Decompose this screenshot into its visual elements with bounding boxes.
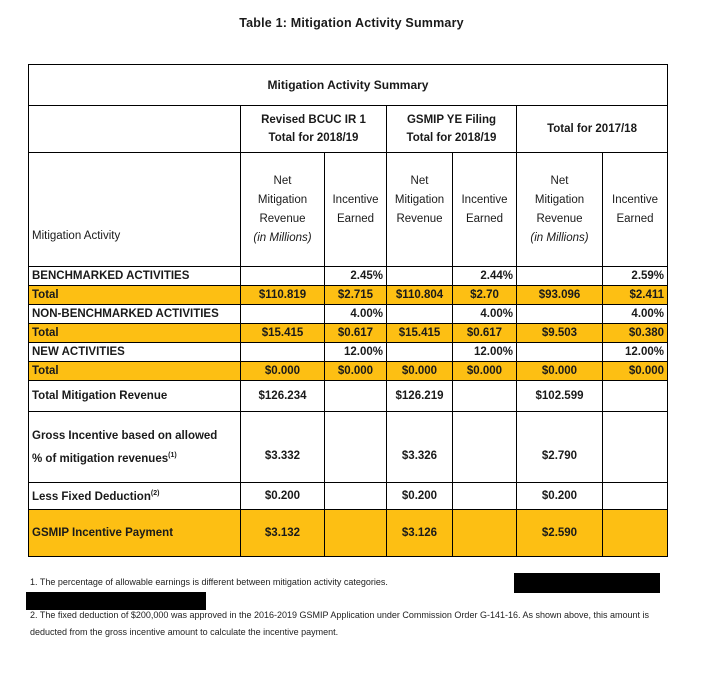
mitigation-summary-table <box>28 64 668 557</box>
value-cell: $0.380 <box>603 324 668 343</box>
row-label: Gross Incentive based on allowed % of mitigation revenues$^{(1)}$ <box>29 412 241 483</box>
value-cell: $0.200 <box>387 483 453 510</box>
total-mitigation-revenue-row <box>29 381 668 412</box>
col-group-gsmip-ye <box>387 106 517 153</box>
benchmarked-total-row <box>29 286 668 305</box>
row-label: Total Mitigation Revenue <box>29 381 241 412</box>
col-group-2017-18 <box>517 106 668 153</box>
row-label: Less Fixed Deduction$^{(2)}$ <box>29 483 241 510</box>
column-group-row <box>29 106 668 153</box>
table-caption: Table 1: Mitigation Activity Summary <box>239 16 464 30</box>
value-cell: $126.234 <box>241 381 325 412</box>
value-cell: $0.200 <box>241 483 325 510</box>
value-cell: $0.617 <box>453 324 517 343</box>
sub-header-net-revenue: Net Mitigation Revenue (in Millions) <box>517 153 603 267</box>
pct-cell: 12.00% <box>325 343 387 362</box>
sub-header-net-revenue: Net Mitigation Revenue <box>387 153 453 267</box>
non-benchmarked-row <box>29 305 668 324</box>
col-group-line: Total for 2018/19 <box>406 132 497 144</box>
pct-cell: 4.00% <box>325 305 387 324</box>
table-title: Mitigation Activity Summary <box>29 65 668 106</box>
col-group-revised-bcuc <box>241 106 387 153</box>
new-activities-total-row <box>29 362 668 381</box>
value-cell: $3.126 <box>387 510 453 557</box>
value-cell: $0.000 <box>387 362 453 381</box>
footnote-ref: (2) <box>150 489 160 497</box>
row-label: NEW ACTIVITIES <box>29 343 241 362</box>
value-cell: $2.790 <box>517 412 603 483</box>
pct-cell: 2.44% <box>453 267 517 286</box>
value-cell: $3.132 <box>241 510 325 557</box>
pct-cell: 4.00% <box>453 305 517 324</box>
less-fixed-deduction-row <box>29 483 668 510</box>
pct-cell: 12.00% <box>603 343 668 362</box>
value-cell: $2.411 <box>603 286 668 305</box>
redaction-block <box>514 573 660 593</box>
col-group-line: Total for 2017/18 <box>547 123 637 135</box>
value-cell: $0.200 <box>517 483 603 510</box>
row-label: NON-BENCHMARKED ACTIVITIES <box>29 305 241 324</box>
row-label: GSMIP Incentive Payment <box>29 510 241 557</box>
row-label: Total <box>29 362 241 381</box>
col-group-line: Revised BCUC IR 1 <box>261 114 366 126</box>
value-cell: $0.000 <box>603 362 668 381</box>
sub-header-incentive: Incentive Earned <box>453 153 517 267</box>
sub-header-incentive: Incentive Earned <box>603 153 668 267</box>
value-cell: $2.715 <box>325 286 387 305</box>
gross-incentive-row <box>29 412 668 483</box>
sub-header-incentive: Incentive Earned <box>325 153 387 267</box>
pct-cell: 4.00% <box>603 305 668 324</box>
table-title-row <box>29 65 668 106</box>
value-cell: $93.096 <box>517 286 603 305</box>
value-cell: $9.503 <box>517 324 603 343</box>
footnote-2: 2. The fixed deduction of $200,000 was approved in the 2016-2019 GSMIP Application under Commission Order G-141-16. As shown above, this amount is deducted from the gross incentive amount to calculate the incentive payment. <box>30 610 650 637</box>
value-cell: $3.326 <box>387 412 453 483</box>
sub-header-net-revenue: Net Mitigation Revenue (in Millions) <box>241 153 325 267</box>
col-group-line: GSMIP YE Filing <box>406 114 497 126</box>
value-cell: $0.000 <box>325 362 387 381</box>
pct-cell: 12.00% <box>453 343 517 362</box>
value-cell: $0.000 <box>517 362 603 381</box>
benchmarked-row <box>29 267 668 286</box>
gsmip-incentive-payment-row <box>29 510 668 557</box>
non-benchmarked-total-row <box>29 324 668 343</box>
row-label: Total <box>29 286 241 305</box>
value-cell: $15.415 <box>241 324 325 343</box>
col-group-line: Total for 2018/19 <box>268 132 359 144</box>
value-cell: $126.219 <box>387 381 453 412</box>
row-label: BENCHMARKED ACTIVITIES <box>29 267 241 286</box>
value-cell: $3.332 <box>241 412 325 483</box>
sub-header-row <box>29 153 668 267</box>
new-activities-row <box>29 343 668 362</box>
value-cell: $15.415 <box>387 324 453 343</box>
value-cell: $0.617 <box>325 324 387 343</box>
value-cell: $0.000 <box>453 362 517 381</box>
pct-cell: 2.59% <box>603 267 668 286</box>
row-label: Total <box>29 324 241 343</box>
activity-header: Mitigation Activity <box>29 153 241 267</box>
value-cell: $102.599 <box>517 381 603 412</box>
redaction-block <box>26 592 206 610</box>
footnote-ref: (1) <box>168 451 177 459</box>
empty-cell <box>29 106 241 153</box>
value-cell: $110.804 <box>387 286 453 305</box>
value-cell: $0.000 <box>241 362 325 381</box>
value-cell: $2.590 <box>517 510 603 557</box>
footnote-1: 1. The percentage of allowable earnings is different between mitigation activity categories. <box>30 577 388 587</box>
value-cell: $2.70 <box>453 286 517 305</box>
value-cell: $110.819 <box>241 286 325 305</box>
pct-cell: 2.45% <box>325 267 387 286</box>
